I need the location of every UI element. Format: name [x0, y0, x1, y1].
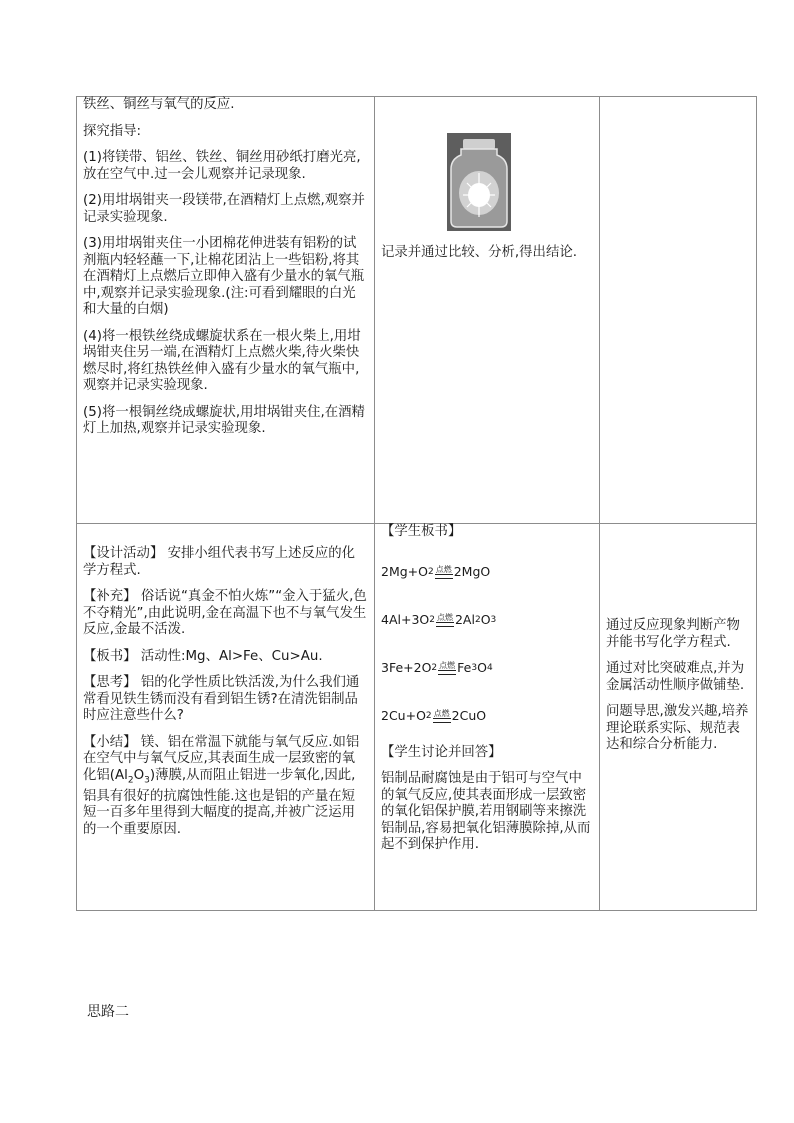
- intent-cell-empty: [600, 97, 757, 524]
- procedure-cell: [77, 97, 375, 524]
- lesson-table: [76, 96, 757, 911]
- intro-line: 铁丝、铜丝与氧气的反应.: [83, 97, 235, 112]
- section-label: 思路二: [87, 1004, 129, 1020]
- guide-heading: 探究指导:: [83, 123, 142, 139]
- step-4: (4)将一根铁丝绕成螺旋状系在一根火柴上,用坩埚钳夹住另一端,在酒精灯上点燃火柴,待火柴快燃尽时,将红热铁丝伸入盛有少量水的氧气瓶中,观察并记录实验现象.: [83, 328, 361, 393]
- supplement: 【补充】 俗话说“真金不怕火炼”“金入于猛火,色不夺精光”,由此说明,金在高温下也不与氧气发生反应,金最不活泼.: [83, 589, 367, 637]
- equation-fe: 3Fe+2O 2 点燃 Fe 3 O 4: [381, 659, 493, 675]
- board-heading: 【学生板书】: [381, 524, 462, 539]
- student-board-cell: [375, 524, 600, 911]
- table-row: [77, 97, 757, 524]
- intent-1: 通过反应现象判断产物并能书写化学方程式.: [606, 618, 740, 650]
- step-2: (2)用坩埚钳夹一段镁带,在酒精灯上点燃,观察并记录实验现象.: [83, 193, 365, 225]
- equation-mg: 2Mg+O 2 点燃 2MgO: [381, 563, 491, 579]
- intent-2: 通过对比突破难点,并为金属活动性顺序做铺垫.: [606, 661, 745, 693]
- discuss-heading: 【学生讨论并回答】: [381, 744, 502, 760]
- think-question: 【思考】 铝的化学性质比铁活泼,为什么我们通常看见铁生锈而没有看到铝生锈?在清洗铝制品时应注意些什么?: [83, 675, 360, 723]
- equation-cu: 2Cu+O 2 点燃 2CuO: [381, 707, 487, 723]
- table-row: [77, 524, 757, 911]
- record-instruction: 记录并通过比较、分析,得出结论.: [381, 245, 577, 260]
- discuss-answer: 铝制品耐腐蚀是由于铝可与空气中的氧气反应,使其表面形成一层致密的氧化铝保护膜,若用钢刷等来擦洗铝制品,容易把氧化铝薄膜除掉,从而起不到保护作用.: [381, 771, 591, 852]
- observation-cell: [375, 97, 600, 524]
- step-5: (5)将一根铜丝绕成螺旋状,用坩埚钳夹住,在酒精灯上加热,观察并记录实验现象.: [83, 404, 365, 436]
- oxygen-bottle-photo: [447, 133, 511, 231]
- step-1: (1)将镁带、铝丝、铁丝、铜丝用砂纸打磨光亮,放在空气中.过一会儿观察并记录现象.: [83, 150, 361, 182]
- intent-cell: [600, 524, 757, 911]
- activity-cell: [77, 524, 375, 911]
- board-note: 【板书】 活动性:Mg、Al>Fe、Cu>Au.: [83, 648, 323, 664]
- step-3: (3)用坩埚钳夹住一小团棉花伸进装有铝粉的试剂瓶内轻轻蘸一下,让棉花团沾上一些铝粉,将其在酒精灯上点燃后立即伸入盛有少量水的氧气瓶中,观察并记录实验现象.(注:可看到耀眼的白光和大量的白烟): [83, 236, 365, 317]
- intent-3: 问题导思,激发兴趣,培养理论联系实际、规范表达和综合分析能力.: [606, 704, 749, 752]
- equation-al: 4Al+3O 2 点燃 2Al 2 O 3: [381, 611, 497, 627]
- design-activity: 【设计活动】 安排小组代表书写上述反应的化学方程式.: [83, 546, 356, 578]
- summary: 【小结】 镁、铝在常温下就能与氧气反应.如铝在空气中与氧气反应,其表面生成一层致密的氧化铝$(Al_2O_3)$薄膜,从而阻止铝进一步氧化,因此,铝具有很好的抗腐蚀性能.这也是铝的产量在短短一百多年里得到大幅度的提高,并被广泛运用的一个重要原因.: [83, 734, 360, 837]
